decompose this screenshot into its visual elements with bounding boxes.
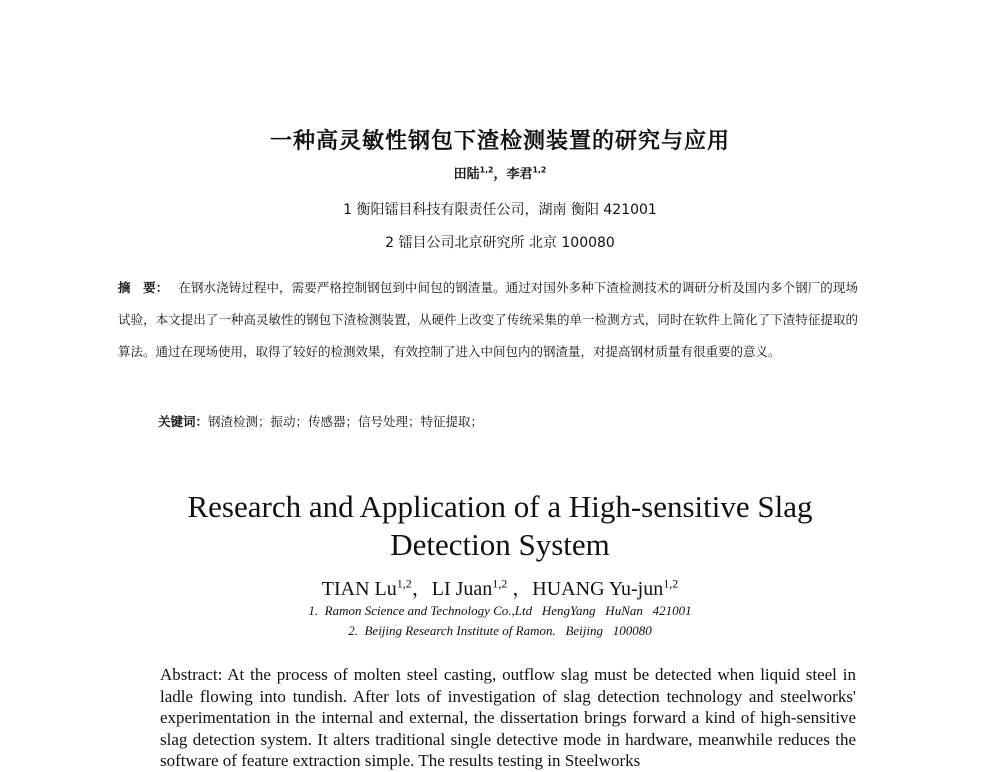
author-name: TIAN Lu	[321, 578, 397, 600]
chinese-affiliation-1: 1 衡阳镭目科技有限责任公司，湖南 衡阳 421001	[343, 202, 657, 218]
title-line: Research and Application of a High-sensitive Slag	[187, 489, 813, 524]
english-affiliation-2: 2. Beijing Research Institute of Ramon. Beijing 100080	[348, 623, 652, 638]
chinese-affiliation-2: 2 镭目公司北京研究所 北京 100080	[385, 235, 615, 251]
abstract-text: At the process of molten steel casting, outflow slag must be detected when liquid steel in ladle flowing into tundish. After lots of investigation of slag detection technology and steelworks' experimentation in the internal and external, the dissertation brings forward a kind of high-sensitive slag detection system. It alters traditional single detective mode in hardware, meanwhile reduces the software of feature extraction simple. The results testing in Steelworks	[160, 665, 857, 770]
author-affiliation-sup: 1,2	[492, 576, 508, 591]
author-name: 李君	[506, 167, 533, 182]
chinese-title: 一种高灵敏性钢包下渣检测装置的研究与应用	[269, 129, 730, 154]
author-affiliation-sup: 1,2	[396, 576, 412, 591]
chinese-keywords	[158, 412, 483, 430]
author-name: ，HUANG Yu-jun	[507, 578, 664, 600]
author-name: ，LI Juan	[411, 578, 493, 600]
keywords-label: 关键词：	[158, 414, 209, 429]
abstract-label: 摘 要：	[118, 280, 169, 295]
title-line: Detection System	[390, 527, 610, 562]
author-affiliation-sup: 1,2	[532, 165, 547, 175]
author-affiliation-sup: 1,2	[479, 165, 494, 175]
abstract-text: 在钢水浇铸过程中，需要严格控制钢包到中间包的钢渣量。通过对国外多种下渣检测技术的调研分析及国内多个钢厂的现场试验，本文提出了一种高灵敏性的钢包下渣检测装置，从硬件上改变了传统采集的单一检测方式，同时在软件上简化了下渣特征提取的算法。通过在现场使用，取得了较好的检测效果，有效控制了进入中间包内的钢渣量，对提高钢材质量有很重要的意义。	[118, 280, 858, 359]
author-separator: ，	[493, 167, 507, 182]
author-affiliation-sup: 1,2	[663, 576, 679, 591]
english-abstract	[160, 664, 856, 772]
keywords-text: 钢渣检测；振动；传感器；信号处理；特征提取；	[208, 414, 484, 429]
abstract-label: Abstract:	[160, 665, 223, 684]
english-affiliation-1: 1. Ramon Science and Technology Co.,Ltd HengYang HuNan 421001	[308, 603, 692, 618]
chinese-authors	[0, 163, 1000, 182]
english-authors	[0, 572, 1000, 601]
chinese-abstract	[118, 272, 858, 368]
english-title	[0, 488, 1000, 564]
author-name: 田陆	[453, 167, 480, 182]
